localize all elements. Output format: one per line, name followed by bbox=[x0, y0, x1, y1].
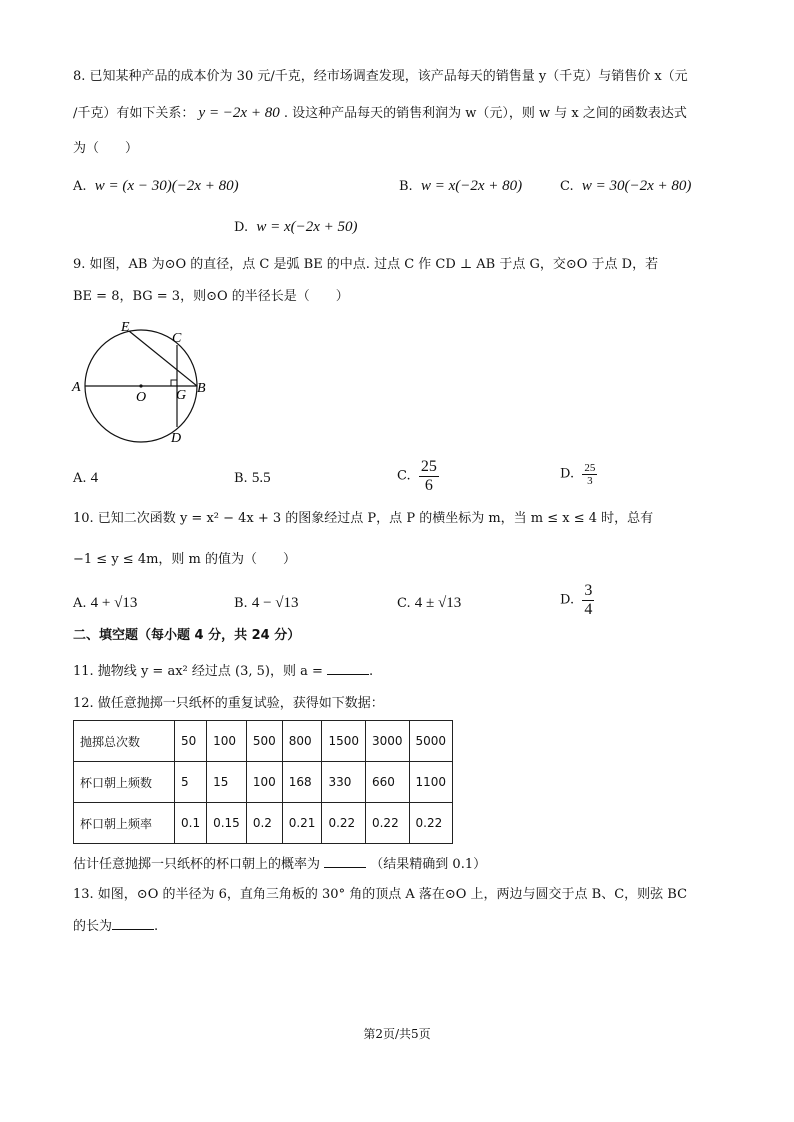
label-b: B bbox=[197, 381, 206, 396]
label-o: O bbox=[136, 390, 147, 405]
section-2-title: 二、填空题（每小题 4 分，共 24 分） bbox=[73, 628, 301, 643]
q8-equation: y = −2x + 80 bbox=[198, 105, 280, 121]
page-footer: 第2页/共5页 bbox=[363, 1027, 431, 1041]
q8-option-c: C. w = 30(−2x + 80) bbox=[560, 178, 692, 194]
table-row: 杯口朝上频数 5 15 100 168 330 660 1100 bbox=[74, 762, 453, 803]
q9-option-d: D. $\frac{25}{3}$ bbox=[560, 462, 596, 487]
q11-answer-blank[interactable] bbox=[327, 660, 369, 675]
label-c: C bbox=[172, 331, 182, 346]
q10-option-c: C. 4 ± √13 bbox=[397, 595, 462, 611]
right-angle-mark bbox=[171, 380, 177, 386]
center-dot bbox=[139, 384, 142, 387]
q12-after: 估计任意抛掷一只纸杯的杯口朝上的概率为 （结果精确到 0.1） bbox=[73, 853, 486, 875]
q10-option-b: B. 4 − √13 bbox=[234, 595, 299, 611]
q9-option-a: A. 4 bbox=[73, 470, 99, 486]
q11: 11. 抛物线 y = ax² 经过点 (3, 5)，则 a = . bbox=[73, 660, 373, 682]
q12-frequency-table bbox=[73, 720, 453, 844]
q8-line-2 bbox=[73, 103, 687, 124]
q8-line-2a: /千克）有如下关系： bbox=[73, 106, 195, 121]
q8-option-a: A. w = (x − 30)(−2x + 80) bbox=[73, 178, 239, 194]
label-a: A bbox=[72, 380, 81, 395]
table-row: 杯口朝上频率 0.1 0.15 0.2 0.21 0.22 0.22 0.22 bbox=[74, 803, 453, 844]
table-row: 抛掷总次数 50 100 500 800 1500 3000 5000 bbox=[74, 721, 453, 762]
label-e: E bbox=[121, 320, 130, 335]
q10-option-a: A. 4 + √13 bbox=[73, 595, 138, 611]
chord-be bbox=[129, 331, 197, 386]
q9-line-2: BE = 8，BG = 3，则⊙O 的半径长是（ ） bbox=[73, 289, 349, 304]
q8-line-2b: . 设这种产品每天的销售利润为 w（元），则 w 与 x 之间的函数表达式 bbox=[283, 106, 687, 121]
q12-intro: 12. 做任意抛掷一只纸杯的重复试验，获得如下数据： bbox=[73, 696, 384, 711]
q8-line-1: 8. 已知某种产品的成本价为 30 元/千克，经市场调查发现，该产品每天的销售量 y（千克）与销售价 x（元 bbox=[73, 69, 688, 84]
q13-line-1: 13. 如图，⊙O 的半径为 6，直角三角板的 30° 角的顶点 A 落在⊙O 上，两边与圆交于点 B、C，则弦 BC bbox=[73, 887, 688, 902]
label-g: G bbox=[176, 388, 187, 403]
q9-option-c: C. $\frac{25}{6}$ bbox=[397, 458, 437, 494]
q12-answer-blank[interactable] bbox=[324, 853, 366, 868]
label-d: D bbox=[171, 431, 182, 446]
q8-option-b: B. w = x(−2x + 80) bbox=[399, 178, 523, 194]
q8-line-3: 为（ ） bbox=[73, 141, 139, 156]
q10-line-1: 10. 已知二次函数 y = x² − 4x + 3 的图象经过点 P，点 P 的横坐标为 m，当 m ≤ x ≤ 4 时，总有 bbox=[73, 511, 654, 526]
q9-circle-figure bbox=[66, 318, 226, 448]
q9-option-b: B. 5.5 bbox=[234, 470, 271, 486]
q10-option-d: D. $\frac{3}{4}$ bbox=[560, 582, 593, 618]
q10-line-2: −1 ≤ y ≤ 4m，则 m 的值为（ ） bbox=[73, 552, 297, 567]
q9-line-1: 9. 如图，AB 为⊙O 的直径，点 C 是弧 BE 的中点. 过点 C 作 CD ⊥ AB 于点 G，交⊙O 于点 D，若 bbox=[73, 257, 659, 272]
q13-answer-blank[interactable] bbox=[112, 915, 154, 930]
q8-option-d: D. w = x(−2x + 50) bbox=[234, 219, 358, 235]
q13-line-2: 的长为 . bbox=[73, 915, 158, 937]
